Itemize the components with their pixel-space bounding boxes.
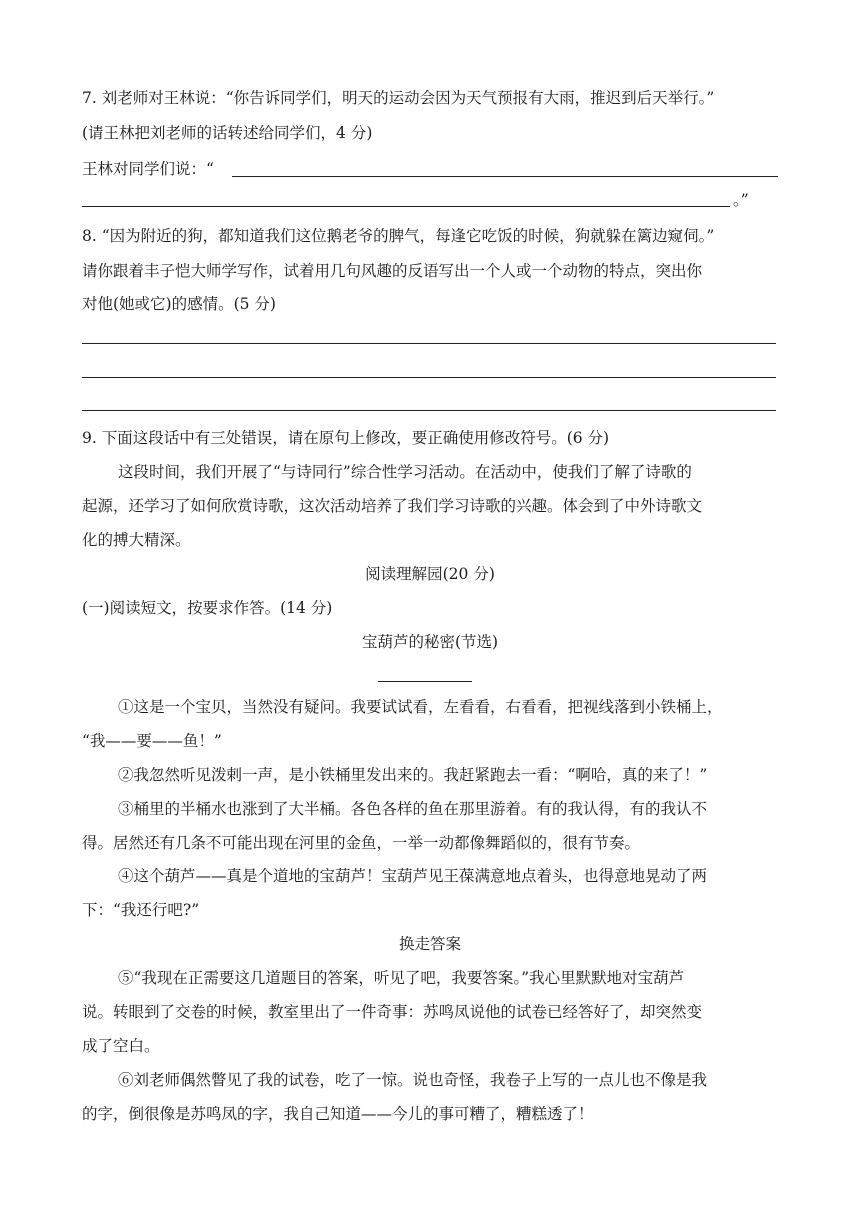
q8-line-2: 请你跟着丰子恺大师学写作，试着用几句风趣的反语写出一个人或一个动物的特点，突出你 [82, 262, 703, 280]
paragraph-5-line-2: 说。转眼到了交卷的时候，教室里出了一件奇事：苏鸣凤说他的试卷已经答好了，却突然变 [82, 1003, 703, 1021]
q7-answer-line-2[interactable] [82, 206, 730, 207]
paragraph-2-line-1: ②我忽然听见泼剌一声，是小铁桶里发出来的。我赶紧跑去一看：“啊哈，真的来了！” [118, 766, 708, 784]
article-title: 宝葫芦的秘密(节选) [361, 633, 499, 651]
paragraph-1-line-2: “我——要——鱼！” [82, 732, 222, 750]
title-underline [378, 681, 472, 682]
paragraph-3-line-2: 得。居然还有几条不可能出现在河里的金鱼，一举一动都像舞蹈似的，很有节奏。 [82, 834, 641, 852]
q8-line-1: 8. “因为附近的狗，都知道我们这位鹅老爷的脾气，每逢它吃饭的时候，狗就躲在篱边窥伺。” [82, 227, 715, 245]
q9-paragraph-line-2: 起源，还学习了如何欣赏诗歌，这次活动培养了我们学习诗歌的兴趣。体会到了中外诗歌文 [82, 497, 703, 515]
reading-part-1-instruction: (一)阅读短文，按要求作答。(14 分) [82, 599, 333, 617]
paragraph-1-line-1: ①这是一个宝贝，当然没有疑问。我要试试看，左看看，右看看，把视线落到小铁桶上， [118, 698, 723, 716]
paragraph-6-line-2: 的字，倒很像是苏鸣凤的字，我自己知道——今儿的事可糟了，糟糕透了！ [82, 1105, 594, 1123]
subheading: 换走答案 [398, 935, 461, 953]
paragraph-4-line-1: ④这个葫芦——真是个道地的宝葫芦！宝葫芦见王葆满意地点着头，也得意地晃动了两 [118, 867, 708, 885]
q7-line-1: 7. 刘老师对王林说：“你告诉同学们，明天的运动会因为天气预报有大雨，推迟到后天举行。” [82, 89, 715, 107]
q8-line-3: 对他(她或它)的感情。(5 分) [82, 295, 276, 313]
paragraph-5-line-3: 成了空白。 [82, 1037, 160, 1055]
q7-answer-line-1[interactable] [232, 176, 778, 177]
q9-line-1: 9. 下面这段话中有三处错误，请在原句上修改，要正确使用修改符号。(6 分) [82, 429, 610, 447]
paragraph-6-line-1: ⑥刘老师偶然瞥见了我的试卷，吃了一惊。说也奇怪，我卷子上写的一点儿也不像是我 [118, 1071, 708, 1089]
q9-paragraph-line-3: 化的搏大精深。 [82, 531, 191, 549]
q8-answer-line-1[interactable] [82, 343, 776, 344]
q8-answer-line-3[interactable] [82, 410, 776, 411]
q9-paragraph-line-1: 这段时间，我们开展了“与诗同行”综合性学习活动。在活动中，使我们了解了诗歌的 [118, 463, 692, 481]
q7-line-2: (请王林把刘老师的话转述给同学们，4 分) [82, 124, 373, 142]
q8-answer-line-2[interactable] [82, 377, 776, 378]
q7-answer-prefix: 王林对同学们说：“ [82, 160, 214, 178]
paragraph-3-line-1: ③桶里的半桶水也涨到了大半桶。各色各样的鱼在那里游着。有的我认得，有的我认不 [118, 800, 708, 818]
q7-answer-suffix: 。” [733, 191, 749, 209]
reading-section-title: 阅读理解园(20 分) [365, 565, 495, 583]
paragraph-5-line-1: ⑤“我现在正需要这几道题目的答案，听见了吧，我要答案。”我心里默默地对宝葫芦 [118, 969, 685, 987]
paragraph-4-line-2: 下：“我还行吧?” [82, 901, 200, 919]
